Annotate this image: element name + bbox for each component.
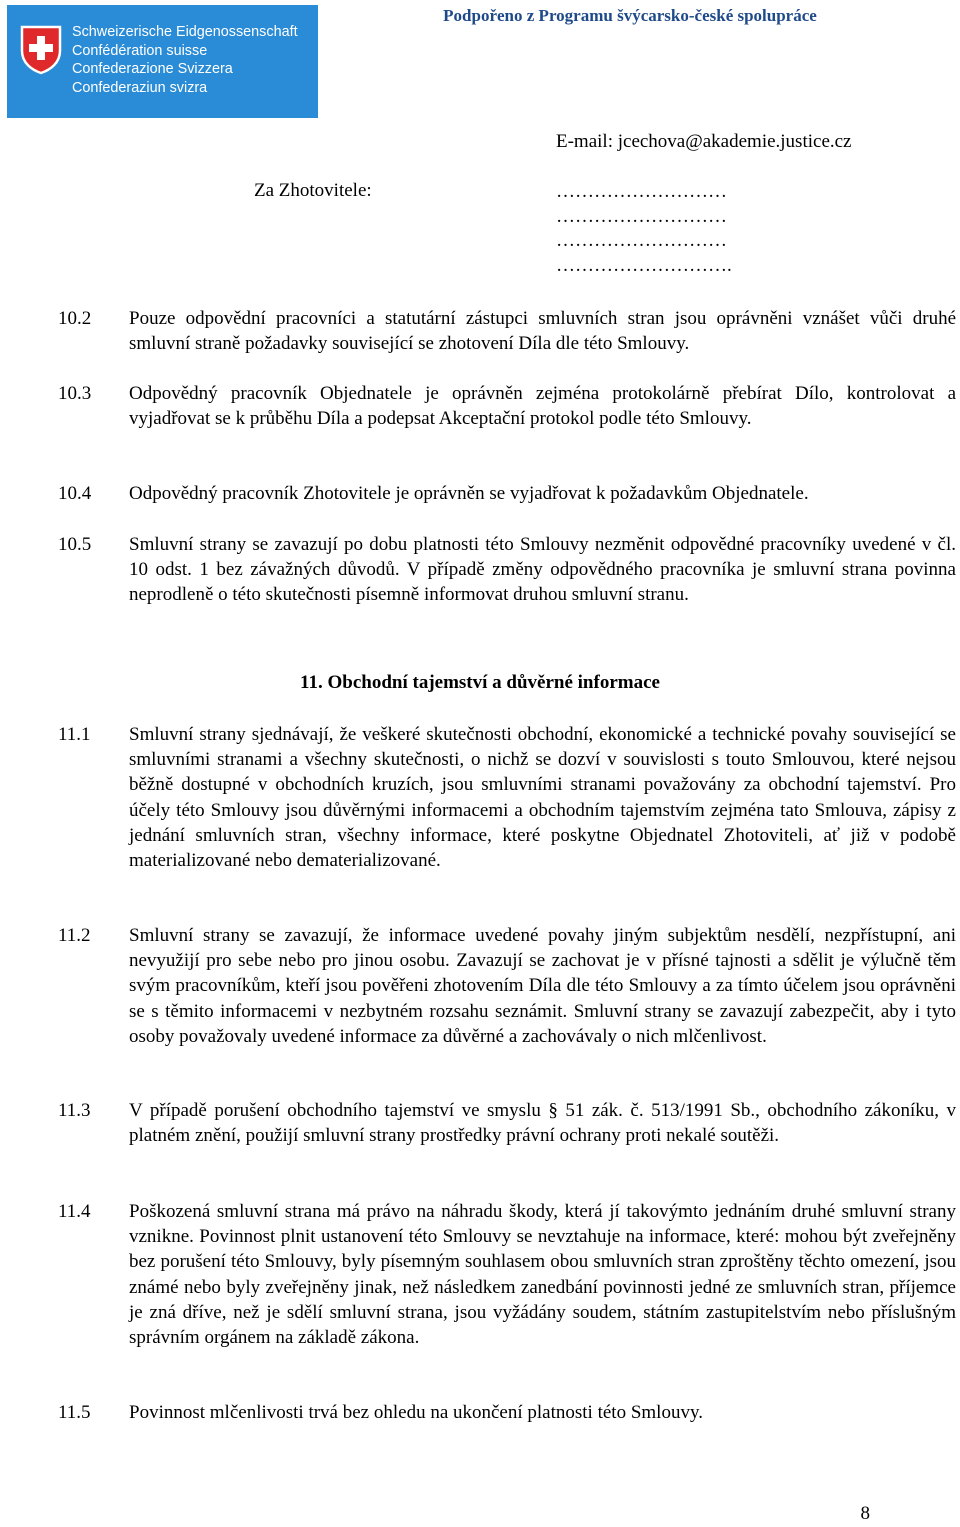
paragraph-number: 10.5 bbox=[58, 534, 92, 555]
paragraph-number: 11.5 bbox=[58, 1402, 91, 1423]
contractor-label: Za Zhotovitele: bbox=[254, 180, 372, 201]
paragraph-10-5 bbox=[58, 532, 956, 608]
paragraph-11-3 bbox=[58, 1098, 956, 1148]
dots-line: ……………………… bbox=[556, 181, 727, 202]
paragraph-10-2 bbox=[58, 306, 956, 356]
paragraph-number: 10.2 bbox=[58, 308, 92, 329]
paragraph-10-4 bbox=[58, 481, 956, 506]
dots-line: ……………………… bbox=[556, 205, 727, 227]
paragraph-text: Poškozená smluvní strana má právo na náhradu škody, která jí takovýmto jednáním druhé smluvní strany vznikne. Povinnost plnit ustanovení této Smlouvy se nevztahuje na informace, které: mohou být zveřejněny bez porušení této Smlouvy, byly písemným souhlasem obou smluvních stran zproštěny těchto omezení, jsou známé nebo byly zveřejněny jinak, než následkem zanedbání povinnosti jedné ze smluvních stran, příjemce je zná dříve, než je sdělí smluvní strana, jsou vyžádány soudem, státním zastupitelstvím nebo příslušným správním orgánem na základě zákona. bbox=[129, 1201, 956, 1349]
swiss-confederation-logo bbox=[7, 5, 318, 118]
section-heading: 11. Obchodní tajemství a důvěrné informace bbox=[300, 672, 660, 693]
dots-line: ………………………. bbox=[556, 254, 732, 276]
contact-email: E-mail: jcechova@akademie.justice.cz bbox=[556, 131, 852, 152]
paragraph-text: Odpovědný pracovník Zhotovitele je oprávněn se vyjadřovat k požadavkům Objednatele. bbox=[129, 483, 809, 504]
paragraph-11-5 bbox=[58, 1400, 956, 1425]
paragraph-text: Smluvní strany se zavazují, že informace uvedené povahy jiným subjektům nesdělí, nezpřístupní, ani nevyužijí pro sebe nebo pro jinou osobu. Zavazují se zachovat je v přísné tajnosti a sdělit je výlučně těm svým pracovníkům, kteří jsou pověřeni zhotovením Díla dle této Smlouvy a za tímto účelem jsou oprávněni se s těmito informacemi v nezbytném rozsahu seznámit. Smluvní strany se zavazují zabezpečit, aby i tyto osoby považovaly uvedené informace za důvěrné a zachovávaly o nich mlčenlivost. bbox=[129, 925, 956, 1047]
paragraph-10-3 bbox=[58, 381, 956, 431]
paragraph-number: 11.4 bbox=[58, 1201, 91, 1222]
page-number: 8 bbox=[860, 1503, 870, 1524]
paragraph-number: 11.2 bbox=[58, 925, 91, 946]
paragraph-number: 10.3 bbox=[58, 383, 92, 404]
logo-names bbox=[72, 23, 298, 97]
paragraph-11-2 bbox=[58, 923, 956, 1049]
paragraph-11-1 bbox=[58, 722, 956, 873]
header-note: Podpořeno z Programu švýcarsko-české spolupráce bbox=[443, 6, 817, 25]
paragraph-number: 11.1 bbox=[58, 724, 91, 745]
paragraph-text: Smluvní strany sjednávají, že veškeré skutečnosti obchodní, ekonomické a technické povahy související se smluvními stranami a všechny skutečnosti, o nichž se dozví v souvislosti s touto Smlouvou, které nejsou běžně dostupné v obchodních kruzích, jsou smluvními stranami považovány za obchodní tajemství. Pro účely této Smlouvy jsou důvěrnými informacemi a obchodním tajemstvím zejména tato Smlouva, zápisy z jednání smluvních stran, všechny informace, které poskytne Objednatel Zhotoviteli, ať již v podobě materializované nebo dematerializované. bbox=[129, 724, 956, 872]
logo-line: Confederazione Svizzera bbox=[72, 61, 233, 78]
paragraph-number: 11.3 bbox=[58, 1100, 91, 1121]
paragraph-text: V případě porušení obchodního tajemství ve smyslu § 51 zák. č. 513/1991 Sb., obchodního zákoníku, v platném znění, použijí smluvní strany prostředky právní ochrany proti nekalé soutěži. bbox=[129, 1100, 956, 1147]
signature-dots bbox=[556, 180, 732, 278]
dots-line: ……………………… bbox=[556, 230, 727, 251]
logo-line: Confédération suisse bbox=[72, 42, 208, 59]
swiss-flag-shield-icon bbox=[20, 25, 62, 75]
paragraph-text: Smluvní strany se zavazují po dobu platnosti této Smlouvy nezměnit odpovědné pracovníky uvedené v čl. 10 odst. 1 bez závažných důvodů. V případě změny odpovědného pracovníka je smluvní strana povinna neprodleně o této skutečnosti písemně informovat druhou smluvní stranu. bbox=[129, 534, 956, 606]
paragraph-text: Pouze odpovědní pracovníci a statutární zástupci smluvních stran jsou oprávněni vznášet vůči druhé smluvní straně požadavky související se zhotovení Díla dle této Smlouvy. bbox=[129, 308, 956, 355]
logo-line: Confederaziun svizra bbox=[72, 79, 208, 96]
paragraph-11-4 bbox=[58, 1199, 956, 1350]
paragraph-text: Povinnost mlčenlivosti trvá bez ohledu na ukončení platnosti této Smlouvy. bbox=[129, 1402, 703, 1423]
logo-line: Schweizerische Eidgenossenschaft bbox=[72, 24, 298, 40]
paragraph-number: 10.4 bbox=[58, 483, 92, 504]
paragraph-text: Odpovědný pracovník Objednatele je oprávněn zejména protokolárně přebírat Dílo, kontrolovat a vyjadřovat se k průběhu Díla a podepsat Akceptační protokol podle této Smlouvy. bbox=[129, 383, 956, 430]
